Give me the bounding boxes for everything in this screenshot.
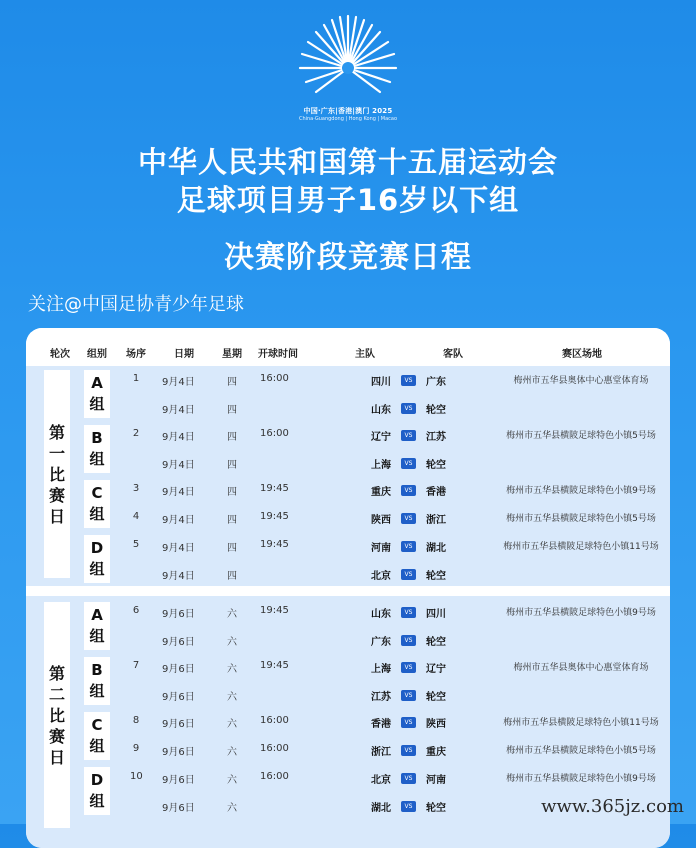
round-label: 第 一 比 赛 日 bbox=[44, 370, 70, 578]
away-team: 轮空 bbox=[426, 460, 446, 471]
home-team: 江苏 bbox=[371, 692, 391, 703]
venue: 梅州市五华县奥体中心惠堂体育场 bbox=[513, 663, 649, 673]
match-weekday: 六 bbox=[227, 803, 237, 814]
follow-link[interactable]: 关注@中国足协青少年足球 bbox=[28, 294, 244, 315]
home-team: 湖北 bbox=[371, 803, 391, 814]
vs-badge: VS bbox=[401, 430, 416, 441]
match-number: 4 bbox=[132, 511, 140, 522]
home-team: 上海 bbox=[371, 460, 391, 471]
column-header: 主队 bbox=[355, 349, 375, 360]
home-team: 香港 bbox=[371, 719, 391, 730]
match-weekday: 四 bbox=[227, 405, 237, 416]
match-number: 2 bbox=[132, 428, 140, 439]
kickoff-time: 16:00 bbox=[260, 771, 289, 782]
kickoff-time: 16:00 bbox=[260, 373, 289, 384]
home-team: 陕西 bbox=[371, 515, 391, 526]
vs-badge: VS bbox=[401, 513, 416, 524]
watermark: www.365jz.com bbox=[541, 796, 684, 817]
match-row bbox=[26, 627, 670, 655]
group-label: C 组 bbox=[84, 712, 110, 760]
match-date: 9月6日 bbox=[162, 664, 195, 675]
kickoff-time: 19:45 bbox=[260, 511, 289, 522]
vs-badge: VS bbox=[401, 375, 416, 386]
match-row bbox=[26, 765, 670, 793]
fan-emblem-icon bbox=[290, 10, 406, 106]
home-team: 河南 bbox=[371, 543, 391, 554]
kickoff-time: 16:00 bbox=[260, 428, 289, 439]
column-header: 组别 bbox=[87, 349, 107, 360]
match-row bbox=[26, 450, 670, 478]
match-date: 9月4日 bbox=[162, 543, 195, 554]
kickoff-time: 19:45 bbox=[260, 483, 289, 494]
match-weekday: 六 bbox=[227, 692, 237, 703]
match-number: 5 bbox=[132, 539, 140, 550]
away-team: 辽宁 bbox=[426, 664, 446, 675]
away-team: 四川 bbox=[426, 609, 446, 620]
match-row bbox=[26, 654, 670, 682]
away-team: 江苏 bbox=[426, 432, 446, 443]
home-team: 北京 bbox=[371, 775, 391, 786]
match-date: 9月6日 bbox=[162, 609, 195, 620]
match-weekday: 四 bbox=[227, 571, 237, 582]
kickoff-time: 19:45 bbox=[260, 605, 289, 616]
vs-badge: VS bbox=[401, 403, 416, 414]
match-date: 9月6日 bbox=[162, 747, 195, 758]
match-weekday: 四 bbox=[227, 515, 237, 526]
vs-badge: VS bbox=[401, 569, 416, 580]
venue: 梅州市五华县奥体中心惠堂体育场 bbox=[513, 376, 649, 386]
group-label: D 组 bbox=[84, 535, 110, 583]
match-row bbox=[26, 737, 670, 765]
match-date: 9月4日 bbox=[162, 405, 195, 416]
home-team: 四川 bbox=[371, 377, 391, 388]
vs-badge: VS bbox=[401, 485, 416, 496]
vs-badge: VS bbox=[401, 607, 416, 618]
away-team: 陕西 bbox=[426, 719, 446, 730]
match-row bbox=[26, 422, 670, 450]
group-label: B 组 bbox=[84, 425, 110, 473]
match-date: 9月6日 bbox=[162, 775, 195, 786]
venue: 梅州市五华县横陂足球特色小镇9号场 bbox=[506, 608, 656, 618]
venue: 梅州市五华县横陂足球特色小镇9号场 bbox=[506, 774, 656, 784]
match-row bbox=[26, 367, 670, 395]
home-team: 辽宁 bbox=[371, 432, 391, 443]
group-label: A 组 bbox=[84, 602, 110, 650]
away-team: 香港 bbox=[426, 487, 446, 498]
vs-badge: VS bbox=[401, 773, 416, 784]
venue: 梅州市五华县横陂足球特色小镇9号场 bbox=[506, 486, 656, 496]
kickoff-time: 19:45 bbox=[260, 539, 289, 550]
venue: 梅州市五华县横陂足球特色小镇5号场 bbox=[506, 514, 656, 524]
match-number: 8 bbox=[132, 715, 140, 726]
round-section bbox=[26, 366, 670, 586]
group-label: C 组 bbox=[84, 480, 110, 528]
away-team: 重庆 bbox=[426, 747, 446, 758]
page-title: 中华人民共和国第十五届运动会 bbox=[137, 145, 558, 179]
away-team: 湖北 bbox=[426, 543, 446, 554]
venue: 梅州市五华县横陂足球特色小镇5号场 bbox=[506, 431, 656, 441]
vs-badge: VS bbox=[401, 635, 416, 646]
match-date: 9月4日 bbox=[162, 432, 195, 443]
column-header: 开球时间 bbox=[258, 349, 298, 360]
vs-badge: VS bbox=[401, 458, 416, 469]
match-date: 9月6日 bbox=[162, 803, 195, 814]
group-label: A 组 bbox=[84, 370, 110, 418]
match-date: 9月4日 bbox=[162, 377, 195, 388]
match-weekday: 四 bbox=[227, 460, 237, 471]
match-weekday: 四 bbox=[227, 432, 237, 443]
match-date: 9月4日 bbox=[162, 515, 195, 526]
column-header: 场序 bbox=[126, 349, 146, 360]
home-team: 浙江 bbox=[371, 747, 391, 758]
away-team: 轮空 bbox=[426, 571, 446, 582]
away-team: 广东 bbox=[426, 377, 446, 388]
column-header: 日期 bbox=[174, 349, 194, 360]
match-weekday: 六 bbox=[227, 775, 237, 786]
table-header bbox=[26, 328, 670, 368]
match-weekday: 六 bbox=[227, 747, 237, 758]
schedule-table bbox=[26, 328, 670, 848]
match-row bbox=[26, 505, 670, 533]
venue: 梅州市五华县横陂足球特色小镇11号场 bbox=[503, 718, 659, 728]
match-date: 9月4日 bbox=[162, 460, 195, 471]
home-team: 北京 bbox=[371, 571, 391, 582]
kickoff-time: 16:00 bbox=[260, 715, 289, 726]
match-row bbox=[26, 395, 670, 423]
match-number: 6 bbox=[132, 605, 140, 616]
match-weekday: 四 bbox=[227, 377, 237, 388]
away-team: 轮空 bbox=[426, 692, 446, 703]
match-number: 1 bbox=[132, 373, 140, 384]
column-header: 客队 bbox=[443, 349, 463, 360]
match-weekday: 六 bbox=[227, 609, 237, 620]
home-team: 山东 bbox=[371, 609, 391, 620]
vs-badge: VS bbox=[401, 541, 416, 552]
logo-caption: 中国·广东|香港|澳门 2025 bbox=[303, 107, 393, 115]
match-number: 7 bbox=[132, 660, 140, 671]
match-row bbox=[26, 599, 670, 627]
match-date: 9月6日 bbox=[162, 692, 195, 703]
away-team: 轮空 bbox=[426, 405, 446, 416]
match-row bbox=[26, 561, 670, 589]
vs-badge: VS bbox=[401, 662, 416, 673]
round-label: 第 二 比 赛 日 bbox=[44, 602, 70, 828]
column-header: 赛区场地 bbox=[562, 349, 602, 360]
match-weekday: 六 bbox=[227, 719, 237, 730]
home-team: 上海 bbox=[371, 664, 391, 675]
away-team: 轮空 bbox=[426, 803, 446, 814]
schedule-title: 决赛阶段竞赛日程 bbox=[224, 240, 472, 275]
home-team: 广东 bbox=[371, 637, 391, 648]
match-number: 3 bbox=[132, 483, 140, 494]
away-team: 轮空 bbox=[426, 637, 446, 648]
kickoff-time: 16:00 bbox=[260, 743, 289, 754]
logo-caption-en: China·Guangdong | Hong Kong | Macao bbox=[298, 116, 398, 122]
vs-badge: VS bbox=[401, 745, 416, 756]
match-weekday: 六 bbox=[227, 664, 237, 675]
page-subtitle: 足球项目男子16岁以下组 bbox=[176, 183, 520, 217]
venue: 梅州市五华县横陂足球特色小镇5号场 bbox=[506, 746, 656, 756]
match-date: 9月4日 bbox=[162, 487, 195, 498]
match-date: 9月6日 bbox=[162, 637, 195, 648]
match-row bbox=[26, 533, 670, 561]
home-team: 重庆 bbox=[371, 487, 391, 498]
away-team: 河南 bbox=[426, 775, 446, 786]
kickoff-time: 19:45 bbox=[260, 660, 289, 671]
match-row bbox=[26, 682, 670, 710]
match-weekday: 四 bbox=[227, 487, 237, 498]
match-weekday: 六 bbox=[227, 637, 237, 648]
match-date: 9月6日 bbox=[162, 719, 195, 730]
venue: 梅州市五华县横陂足球特色小镇11号场 bbox=[503, 542, 659, 552]
vs-badge: VS bbox=[401, 717, 416, 728]
match-date: 9月4日 bbox=[162, 571, 195, 582]
column-header: 星期 bbox=[222, 349, 242, 360]
match-row bbox=[26, 709, 670, 737]
home-team: 山东 bbox=[371, 405, 391, 416]
match-number: 10 bbox=[130, 771, 143, 782]
group-label: D 组 bbox=[84, 767, 110, 815]
match-number: 9 bbox=[132, 743, 140, 754]
match-weekday: 四 bbox=[227, 543, 237, 554]
vs-badge: VS bbox=[401, 690, 416, 701]
match-row bbox=[26, 477, 670, 505]
vs-badge: VS bbox=[401, 801, 416, 812]
away-team: 浙江 bbox=[426, 515, 446, 526]
games-logo bbox=[290, 10, 406, 120]
column-header: 轮次 bbox=[50, 349, 70, 360]
group-label: B 组 bbox=[84, 657, 110, 705]
